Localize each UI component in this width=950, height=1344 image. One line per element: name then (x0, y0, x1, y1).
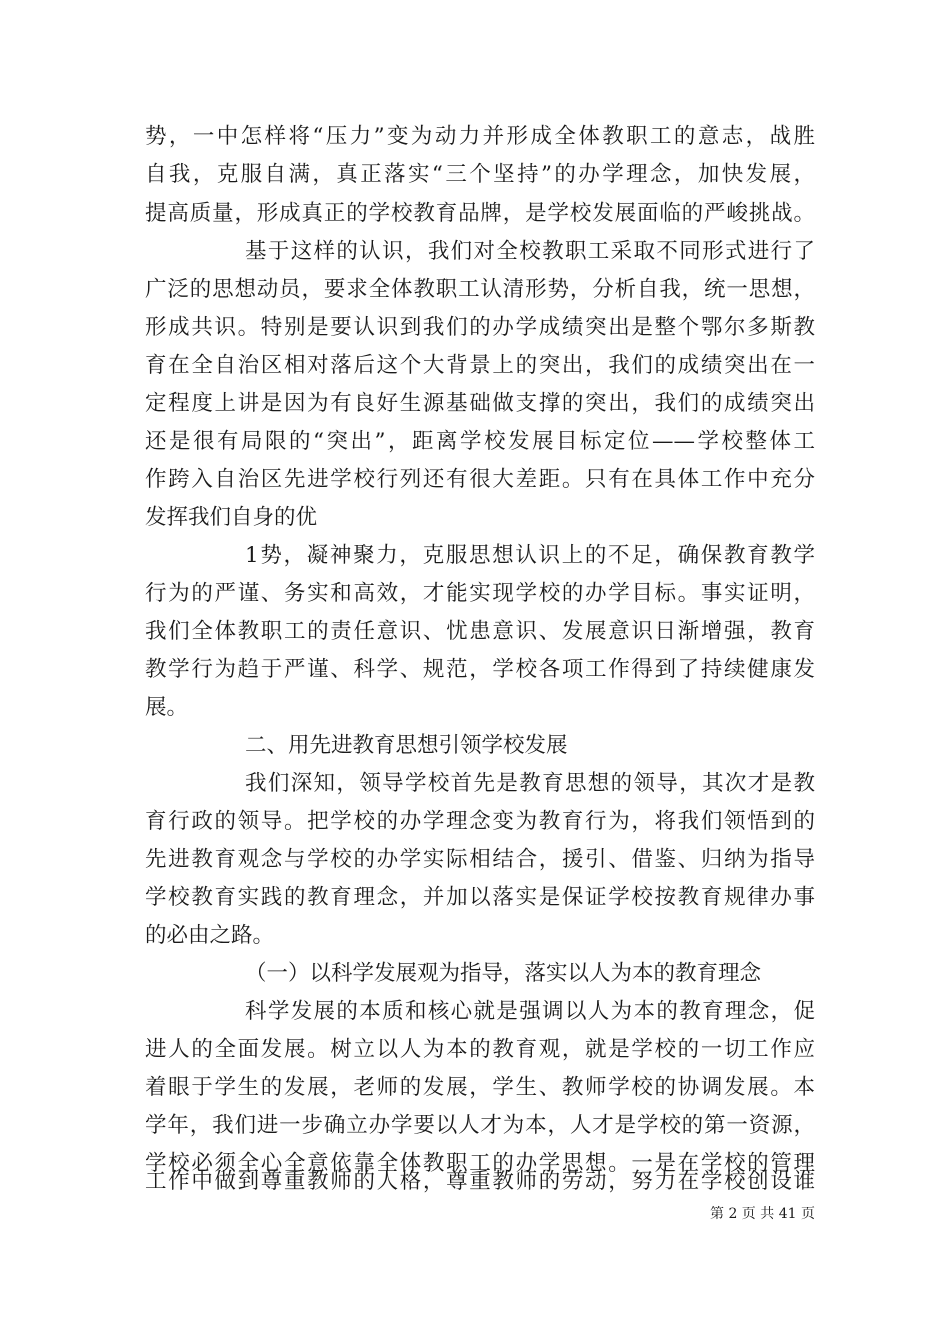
text-line: 先进教育观念与学校的办学实际相结合，援引、借鉴、归纳为指导 (145, 847, 815, 872)
section-heading: 二、用先进教育思想引领学校发展 (245, 733, 568, 758)
text-line: 作跨入自治区先进学校行列还有很大差距。只有在具体工作中充分 (145, 467, 815, 492)
text-line: 定程度上讲是因为有良好生源基础做支撑的突出，我们的成绩突出 (145, 391, 815, 416)
paragraph-start-line: 我们深知，领导学校首先是教育思想的领导，其次才是教 (245, 771, 815, 796)
text-line: 学校教育实践的教育理念，并加以落实是保证学校按教育规律办事 (145, 885, 815, 910)
text-line: 广泛的思想动员，要求全体教职工认清形势，分析自我，统一思想， (145, 277, 815, 302)
text-line: 形成共识。特别是要认识到我们的办学成绩突出是整个鄂尔多斯教 (145, 315, 815, 340)
text-line: 我们全体教职工的责任意识、忧患意识、发展意识日渐增强，教育 (145, 619, 815, 644)
text-line: 提高质量，形成真正的学校教育品牌，是学校发展面临的严峻挑战。 (145, 201, 815, 226)
text-line: 发挥我们自身的优 (145, 505, 318, 530)
paragraph-start-line: 科学发展的本质和核心就是强调以人为本的教育理念，促 (245, 999, 815, 1024)
page-footer: 第 2 页 共 41 页 (710, 1206, 815, 1222)
text-line: 的必由之路。 (145, 923, 275, 948)
text-line: 还是很有局限的“突出”，距离学校发展目标定位——学校整体工 (145, 429, 815, 454)
text-line: 育行政的领导。把学校的办学理念变为教育行为，将我们领悟到的 (145, 809, 815, 834)
text-line: 自我，克服自满，真正落实“三个坚持”的办学理念，加快发展， (145, 162, 815, 187)
text-line: 教学行为趋于严谨、科学、规范，学校各项工作得到了持续健康发 (145, 657, 815, 682)
text-line: 展。 (145, 695, 189, 720)
text-line: 学年，我们进一步确立办学要以人才为本，人才是学校的第一资源， (145, 1113, 815, 1138)
text-line: 着眼于学生的发展，老师的发展，学生、教师学校的协调发展。本 (145, 1075, 815, 1100)
text-line: 行为的严谨、务实和高效，才能实现学校的办学目标。事实证明， (145, 581, 815, 606)
text-line: 势，一中怎样将“压力”变为动力并形成全体教职工的意志，战胜 (145, 124, 815, 149)
paragraph-start-line: 基于这样的认识，我们对全校教职工采取不同形式进行了 (245, 239, 815, 264)
text-line: 学校必须全心全意依靠全体教职工的办学思想。一是在学校的管理 (145, 1151, 815, 1176)
text-line: 工作中做到尊重教师的人格，尊重教师的劳动，努力在学校创设谁 (145, 1169, 815, 1194)
text-line: 育在全自治区相对落后这个大背景上的突出，我们的成绩突出在一 (145, 353, 815, 378)
subsection-heading: （一）以科学发展观为指导，落实以人为本的教育理念 (245, 961, 762, 986)
text-line: 进人的全面发展。树立以人为本的教育观，就是学校的一切工作应 (145, 1037, 815, 1062)
paragraph-start-line: 1势，凝神聚力，克服思想认识上的不足，确保教育教学 (245, 543, 815, 568)
